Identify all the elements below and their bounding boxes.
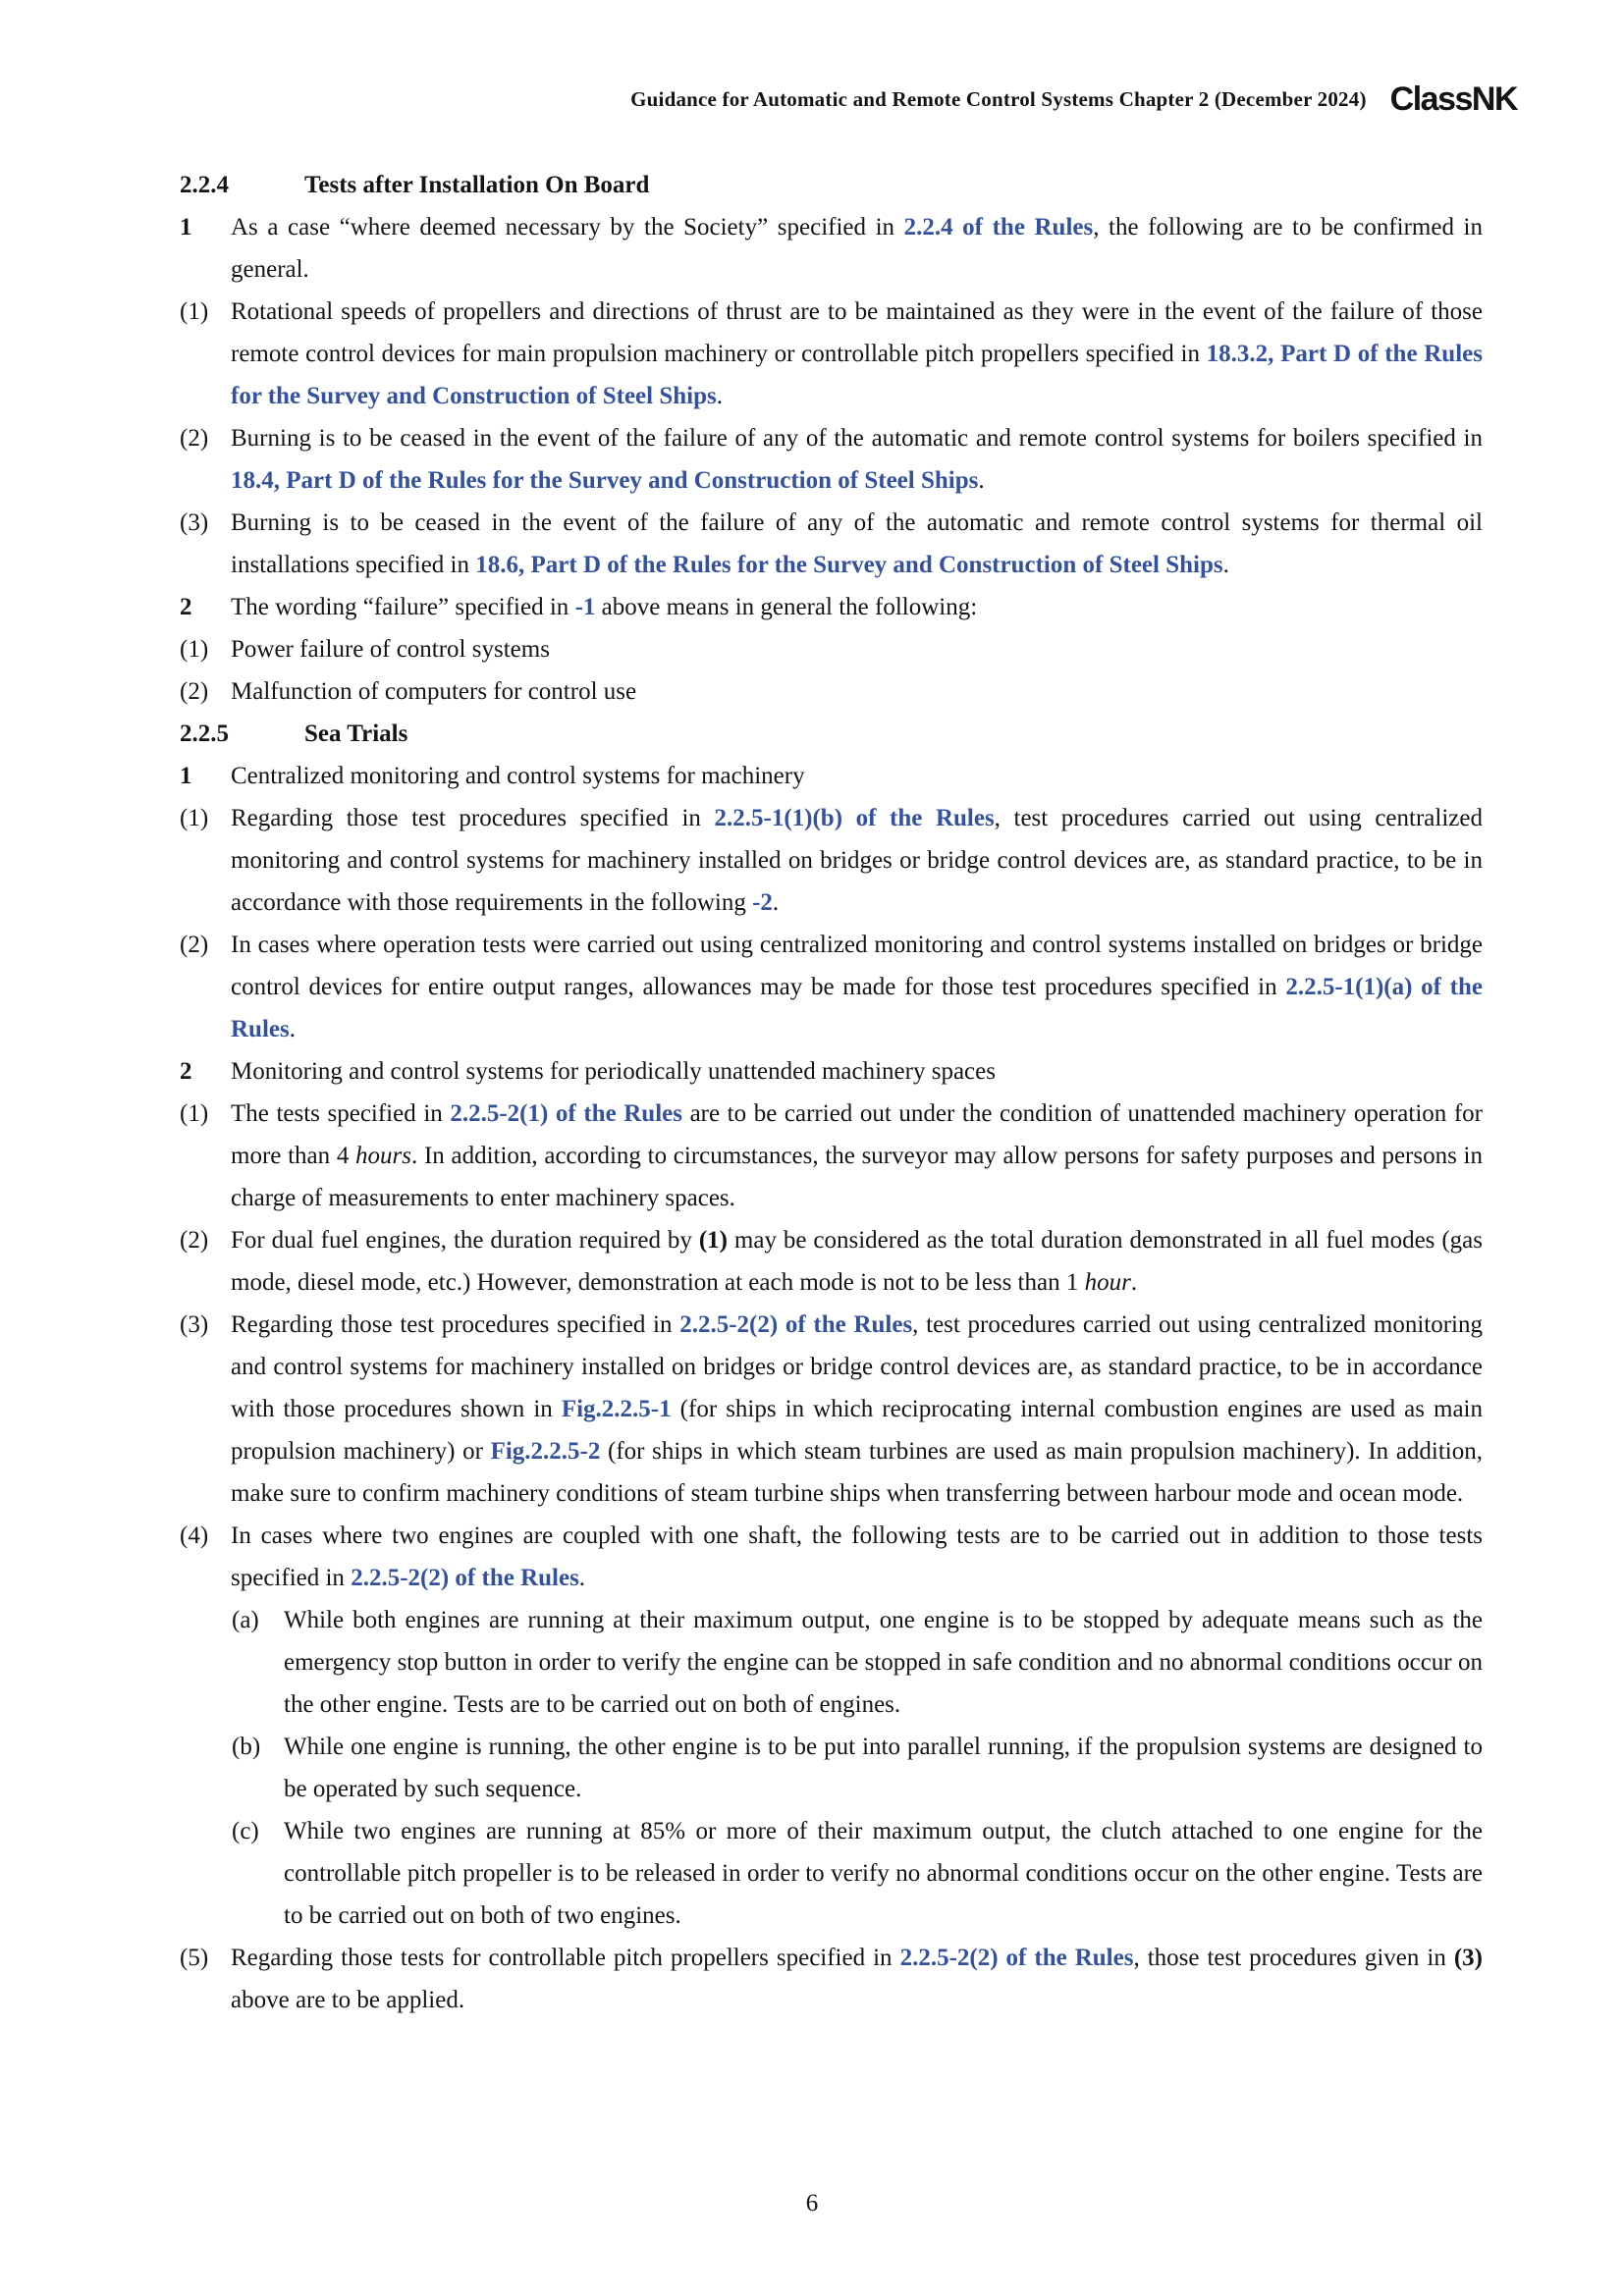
text-run: As a case “where deemed necessary by the Society” specified in	[231, 214, 904, 240]
bold-text-run: (1)	[698, 1227, 728, 1254]
paragraph-text	[231, 502, 1489, 586]
paragraph-text	[231, 1937, 1489, 2021]
rule-reference-link[interactable]: 2.2.5-2(1) of the Rules	[450, 1100, 682, 1127]
paragraph-text	[231, 797, 1489, 924]
paragraph	[180, 1093, 1489, 1219]
document-body	[180, 164, 1489, 2021]
paragraph-marker: (5)	[180, 1945, 209, 1971]
text-run: (for ships in which reciprocating internal combustion engines are used as main propulsion machinery) or	[231, 1396, 1489, 1465]
paragraph	[180, 1810, 1489, 1937]
rule-reference-link[interactable]: 18.3.2, Part D of the Rules for the Survey and Construction of Steel Ships	[231, 341, 1489, 409]
text-run: Monitoring and control systems for periodically unattended machinery spaces	[231, 1058, 996, 1085]
paragraph-text	[231, 924, 1489, 1050]
paragraph	[180, 1304, 1489, 1515]
text-run: Regarding those tests for controllable pitch propellers specified in	[231, 1945, 900, 1971]
paragraph-marker: (1)	[180, 805, 209, 831]
text-run: , those test procedures given in	[1133, 1945, 1454, 1971]
text-run: .	[289, 1016, 296, 1042]
paragraph	[180, 670, 1483, 713]
rule-reference-link[interactable]: Fig.2.2.5-2	[490, 1438, 601, 1465]
rule-reference-link[interactable]: 18.6, Part D of the Rules for the Survey and Construction of Steel Ships	[475, 552, 1223, 578]
italic-text-run: hour	[1084, 1269, 1131, 1296]
text-run: Rotational speeds of propellers and directions of thrust are to be maintained as they were in the event of the failure of those remote control devices for main propulsion machinery or controllable pitch propellers specified in	[231, 298, 1489, 367]
page-header	[177, 80, 1517, 119]
text-run: , test procedures carried out using centralized monitoring and control systems for machinery installed on bridges or bridge control devices are, as standard practice, to be in accordance with those procedures shown in	[231, 1311, 1489, 1422]
text-run: Regarding those test procedures specified in	[231, 1311, 680, 1338]
paragraph	[180, 1515, 1489, 1599]
paragraph	[180, 1726, 1489, 1810]
rule-reference-link[interactable]: 2.2.5-1(1)(a) of the Rules	[231, 974, 1489, 1042]
paragraph	[180, 206, 1489, 291]
text-run: In cases where two engines are coupled with one shaft, the following tests are to be carried out in addition to those tests specified in	[231, 1522, 1489, 1591]
rule-reference-link[interactable]: Fig.2.2.5-1	[561, 1396, 672, 1422]
paragraph-marker: (2)	[180, 678, 209, 705]
section-title: Tests after Installation On Board	[304, 172, 650, 198]
text-run: For dual fuel engines, the duration required by	[231, 1227, 699, 1254]
paragraph-text	[231, 628, 1483, 670]
paragraph-text	[231, 417, 1489, 502]
paragraph-marker: 1	[180, 763, 192, 789]
paragraph-marker: (3)	[180, 1311, 209, 1338]
text-run: .	[1222, 552, 1229, 578]
running-header-title: Guidance for Automatic and Remote Control Systems Chapter 2 (December 2024)	[630, 87, 1367, 111]
paragraph-text	[231, 586, 1483, 628]
paragraph-text	[231, 1304, 1489, 1515]
paragraph-marker: 2	[180, 1058, 192, 1085]
rule-reference-link[interactable]: 18.4, Part D of the Rules for the Survey and Construction of Steel Ships	[231, 467, 979, 494]
text-run: The wording “failure” specified in	[231, 594, 575, 620]
text-run: .	[716, 383, 723, 409]
paragraph-text	[284, 1810, 1489, 1937]
paragraph	[180, 1050, 1483, 1093]
paragraph-text	[231, 291, 1489, 417]
paragraph-text	[231, 1093, 1489, 1219]
paragraph-marker: 2.2.4	[180, 172, 229, 198]
rule-reference-link[interactable]: -2	[752, 889, 773, 916]
paragraph-marker: (2)	[180, 1227, 209, 1254]
paragraph	[180, 586, 1483, 628]
paragraph-text	[231, 1050, 1483, 1093]
paragraph-marker: (2)	[180, 425, 209, 452]
rule-reference-link[interactable]: 2.2.5-2(2) of the Rules	[899, 1945, 1134, 1971]
paragraph	[180, 1599, 1489, 1726]
text-run: Regarding those test procedures specified in	[231, 805, 715, 831]
bold-text-run: (3)	[1453, 1945, 1483, 1971]
text-run: Malfunction of computers for control use	[231, 678, 637, 705]
rule-reference-link[interactable]: 2.2.5-1(1)(b) of the Rules	[714, 805, 995, 831]
rule-reference-link[interactable]: -1	[574, 594, 596, 620]
section-title: Sea Trials	[304, 721, 408, 747]
paragraph-text	[284, 1599, 1489, 1726]
page-footer	[0, 2190, 1624, 2217]
rule-reference-link[interactable]: 2.2.4 of the Rules	[903, 214, 1094, 240]
text-run: .	[978, 467, 985, 494]
text-run: While two engines are running at 85% or more of their maximum output, the clutch attached to one engine for the controllable pitch propeller is to be released in order to verify no abnormal conditions occur on the other engine. Tests are to be carried out on both of two engines.	[284, 1818, 1489, 1929]
page-number: 6	[805, 2190, 819, 2216]
paragraph-marker: (b)	[232, 1734, 261, 1760]
section-heading	[180, 164, 1483, 206]
text-run: Centralized monitoring and control systems for machinery	[231, 763, 805, 789]
paragraph	[180, 291, 1489, 417]
text-run: Burning is to be ceased in the event of the failure of any of the automatic and remote control systems for thermal oil installations specified in	[231, 509, 1489, 578]
text-run: Burning is to be ceased in the event of the failure of any of the automatic and remote control systems for boilers specified in	[231, 425, 1489, 452]
rule-reference-link[interactable]: 2.2.5-2(2) of the Rules	[679, 1311, 913, 1338]
paragraph-marker: (1)	[180, 636, 209, 663]
paragraph-text	[231, 1219, 1489, 1304]
text-run: above are to be applied.	[231, 1945, 1489, 2013]
paragraph	[180, 502, 1489, 586]
paragraph-marker: (2)	[180, 932, 209, 958]
italic-text-run: hours	[355, 1143, 411, 1169]
text-run: (for ships in which steam turbines are used as main propulsion machinery). In addition, make sure to confirm machinery conditions of steam turbine ships when transferring between harbour mode and ocean mode.	[231, 1438, 1489, 1507]
text-run: While one engine is running, the other engine is to be put into parallel running, if the propulsion systems are designed to be operated by such sequence.	[284, 1734, 1489, 1802]
paragraph-text	[231, 1515, 1489, 1599]
paragraph-marker: 2.2.5	[180, 721, 229, 747]
paragraph-text	[231, 755, 1483, 797]
text-run: The tests specified in	[231, 1100, 451, 1127]
paragraph	[180, 797, 1489, 924]
text-run: While both engines are running at their maximum output, one engine is to be stopped by adequate means such as the emergency stop button in order to verify the engine can be stopped in safe condition and no abnormal conditions occur on the other engine. Tests are to be carried out on both of engines.	[284, 1607, 1489, 1718]
paragraph-marker: (1)	[180, 298, 209, 325]
classnk-logo: ClassNK	[1389, 80, 1517, 119]
text-run: may be considered as the total duration demonstrated in all fuel modes (gas mode, diesel mode, etc.) However, demonstration at each mode is not to be less than 1	[231, 1227, 1489, 1296]
text-run: .	[1130, 1269, 1138, 1296]
text-run: are to be carried out under the condition of unattended machinery operation for more than 4	[231, 1100, 1489, 1169]
rule-reference-link[interactable]: 2.2.5-2(2) of the Rules	[351, 1565, 579, 1591]
paragraph-text	[284, 1726, 1489, 1810]
text-run: . In addition, according to circumstances, the surveyor may allow persons for safety purposes and persons in charge of measurements to enter machinery spaces.	[231, 1143, 1489, 1211]
paragraph	[180, 1219, 1489, 1304]
text-run: In cases where operation tests were carried out using centralized monitoring and control systems installed on bridges or bridge control devices for entire output ranges, allowances may be made for those test procedures specified in	[231, 932, 1489, 1000]
paragraph-marker: (c)	[232, 1818, 259, 1844]
text-run: .	[578, 1565, 586, 1591]
paragraph	[180, 755, 1483, 797]
paragraph-marker: 1	[180, 214, 192, 240]
text-run: , test procedures carried out using centralized monitoring and control systems for machinery installed on bridges or bridge control devices are, as standard practice, to be in accordance with those requirements in the following	[231, 805, 1489, 916]
paragraph	[180, 1937, 1489, 2021]
paragraph-text	[231, 670, 1483, 713]
paragraph-marker: 2	[180, 594, 192, 620]
paragraph-marker: (a)	[232, 1607, 259, 1633]
text-run: above means in general the following:	[595, 594, 978, 620]
text-run: Power failure of control systems	[231, 636, 550, 663]
paragraph	[180, 924, 1489, 1050]
text-run: .	[772, 889, 780, 916]
paragraph-text	[231, 206, 1489, 291]
paragraph	[180, 417, 1489, 502]
section-heading	[180, 713, 1483, 755]
paragraph-marker: (1)	[180, 1100, 209, 1127]
paragraph	[180, 628, 1483, 670]
paragraph-marker: (4)	[180, 1522, 209, 1549]
text-run: , the following are to be confirmed in general.	[231, 214, 1489, 283]
paragraph-marker: (3)	[180, 509, 209, 536]
